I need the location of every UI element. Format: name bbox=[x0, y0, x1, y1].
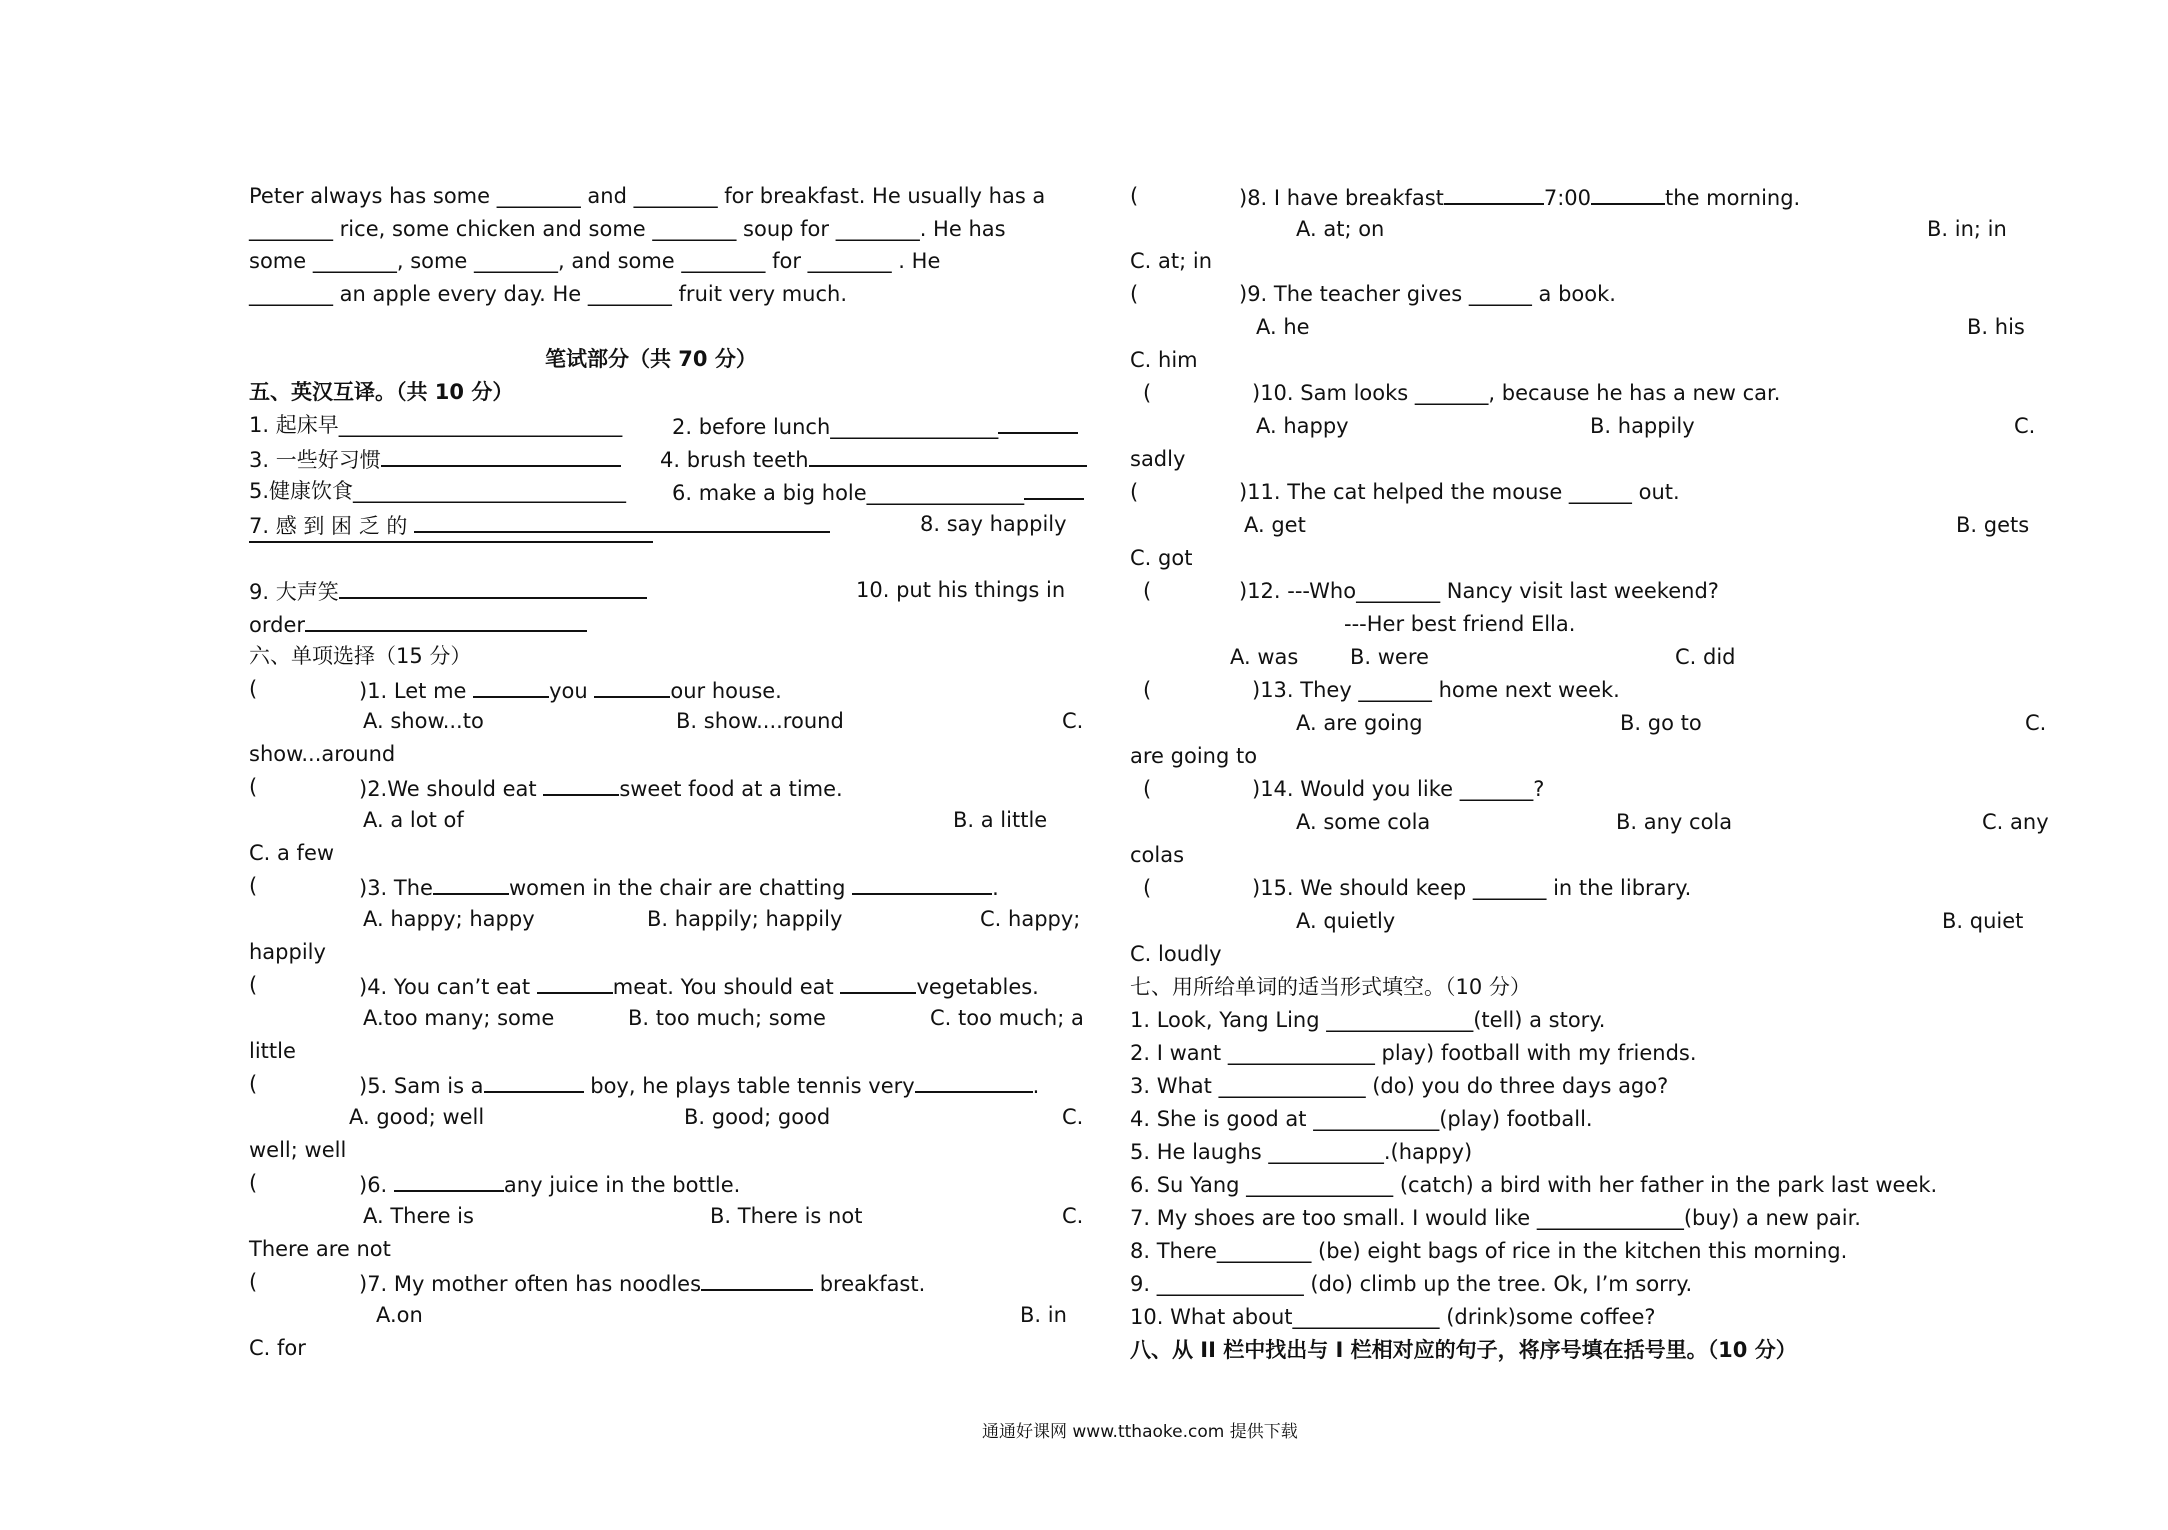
fill-item: 7. My shoes are too small. I would like ______________(buy) a new pair. bbox=[1130, 1206, 1861, 1230]
option-b: B. a little bbox=[953, 808, 1048, 832]
passage-line: Peter always has some ________ and ________ for breakfast. He usually has a bbox=[249, 184, 1046, 208]
option-a: A. good; well bbox=[349, 1105, 485, 1129]
option-a: A. show...to bbox=[363, 709, 484, 733]
written-section-title: 笔试部分（共 70 分） bbox=[545, 347, 757, 371]
option-c-cont: well; well bbox=[249, 1138, 347, 1162]
option-a: A.too many; some bbox=[363, 1006, 555, 1030]
question-stem: )13. They _______ home next week. bbox=[1252, 678, 1620, 702]
option-c-cont: C. loudly bbox=[1130, 942, 1222, 966]
translate-q4: 4. brush teeth bbox=[660, 443, 1087, 475]
choice-paren: ( bbox=[1143, 777, 1152, 801]
passage-line: ________ rice, some chicken and some ________ soup for ________. He has bbox=[249, 217, 1006, 241]
option-a: A. a lot of bbox=[363, 808, 464, 832]
choice-paren: ( bbox=[249, 1072, 258, 1096]
question-stem: )6. any juice in the bottle. bbox=[359, 1168, 740, 1200]
translate-q8: 8. say happily bbox=[920, 512, 1067, 536]
section-7-title: 七、用所给单词的适当形式填空。（10 分） bbox=[1130, 975, 1531, 999]
question-stem: )9. The teacher gives ______ a book. bbox=[1239, 282, 1616, 306]
choice-paren: ( bbox=[1143, 381, 1152, 405]
fill-item: 1. Look, Yang Ling ______________(tell) a story. bbox=[1130, 1008, 1606, 1032]
option-a: A. There is bbox=[363, 1204, 474, 1228]
question-stem: )10. Sam looks _______, because he has a new car. bbox=[1252, 381, 1781, 405]
option-c-cont: colas bbox=[1130, 843, 1185, 867]
question-stem: )15. We should keep _______ in the library. bbox=[1252, 876, 1692, 900]
option-c-cont: There are not bbox=[249, 1237, 391, 1261]
option-b: B. in; in bbox=[1927, 217, 2007, 241]
section-5-title: 五、英汉互译。（共 10 分） bbox=[249, 380, 514, 404]
question-stem: )4. You can’t eat meat. You should eat vegetables. bbox=[359, 970, 1039, 1002]
question-stem: )7. My mother often has noodles breakfast. bbox=[359, 1267, 925, 1299]
choice-paren: ( bbox=[249, 973, 258, 997]
question-stem: )2.We should eat sweet food at a time. bbox=[359, 772, 843, 804]
option-c-cont: C. a few bbox=[249, 841, 335, 865]
question-stem: )3. The women in the chair are chatting . bbox=[359, 871, 999, 903]
translate-q6: 6. make a big hole_______________ bbox=[672, 476, 1084, 508]
option-c: C. bbox=[1062, 709, 1084, 733]
option-c: C. happy; bbox=[980, 907, 1081, 931]
choice-paren: ( bbox=[1143, 579, 1152, 603]
translate-q1: 1. 起床早___________________________ bbox=[249, 413, 623, 437]
fill-item: 10. What about______________ (drink)some coffee? bbox=[1130, 1305, 1656, 1329]
option-c: C. bbox=[1062, 1204, 1084, 1228]
option-c-cont: happily bbox=[249, 940, 326, 964]
option-b: B. show....round bbox=[676, 709, 844, 733]
option-b: B. good; good bbox=[684, 1105, 831, 1129]
passage-line: some ________, some ________, and some ________ for ________ . He bbox=[249, 249, 941, 273]
option-c: C. any bbox=[1982, 810, 2049, 834]
option-b: B. happily bbox=[1590, 414, 1695, 438]
option-b: B. go to bbox=[1620, 711, 1702, 735]
option-b: B. happily; happily bbox=[647, 907, 843, 931]
option-b: B. were bbox=[1350, 645, 1429, 669]
option-c-cont: show...around bbox=[249, 742, 396, 766]
option-b: B. There is not bbox=[710, 1204, 863, 1228]
question-stem: )14. Would you like _______? bbox=[1252, 777, 1545, 801]
translate-q3: 3. 一些好习惯 bbox=[249, 443, 621, 475]
option-a: A.on bbox=[376, 1303, 423, 1327]
option-a: A. some cola bbox=[1296, 810, 1431, 834]
choice-paren: ( bbox=[1130, 480, 1139, 504]
translate-q7: 7. 感 到 困 乏 的 bbox=[249, 509, 830, 541]
page-footer: 通通好课网 www.tthaoke.com 提供下载 bbox=[982, 1422, 1298, 1442]
choice-paren: ( bbox=[249, 677, 258, 701]
option-c: C. did bbox=[1675, 645, 1736, 669]
option-c-cont: sadly bbox=[1130, 447, 1186, 471]
question-stem: )5. Sam is a boy, he plays table tennis very . bbox=[359, 1069, 1039, 1101]
option-c-cont: C. got bbox=[1130, 546, 1193, 570]
option-b: B. too much; some bbox=[628, 1006, 826, 1030]
option-c: C. bbox=[2025, 711, 2047, 735]
translate-q2: 2. before lunch________________ bbox=[672, 410, 1078, 442]
option-c: C. bbox=[2014, 414, 2036, 438]
fill-item: 5. He laughs ___________.(happy) bbox=[1130, 1140, 1473, 1164]
option-a: A. are going bbox=[1296, 711, 1423, 735]
question-stem: )1. Let me you our house. bbox=[359, 674, 782, 706]
option-b: B. in bbox=[1020, 1303, 1067, 1327]
choice-paren: ( bbox=[1130, 184, 1139, 208]
fill-item: 4. She is good at ____________(play) football. bbox=[1130, 1107, 1593, 1131]
option-b: B. any cola bbox=[1616, 810, 1733, 834]
question-stem: )12. ---Who________ Nancy visit last weekend? bbox=[1239, 579, 1719, 603]
option-c-cont: are going to bbox=[1130, 744, 1258, 768]
choice-paren: ( bbox=[1143, 678, 1152, 702]
option-b: B. his bbox=[1967, 315, 2025, 339]
question-stem: )11. The cat helped the mouse ______ out. bbox=[1239, 480, 1680, 504]
option-a: A. happy bbox=[1256, 414, 1349, 438]
option-c-cont: C. at; in bbox=[1130, 249, 1213, 273]
choice-paren: ( bbox=[249, 1270, 258, 1294]
translate-q5: 5.健康饮食__________________________ bbox=[249, 479, 627, 503]
question-answer-line: ---Her best friend Ella. bbox=[1344, 612, 1576, 636]
fill-item: 2. I want ______________ play) football with my friends. bbox=[1130, 1041, 1697, 1065]
option-a: A. quietly bbox=[1296, 909, 1396, 933]
option-c-cont: C. him bbox=[1130, 348, 1198, 372]
option-c-cont: little bbox=[249, 1039, 296, 1063]
option-b: B. gets bbox=[1956, 513, 2030, 537]
question-stem: )8. I have breakfast 7:00 the morning. bbox=[1239, 181, 1800, 213]
option-a: A. get bbox=[1244, 513, 1306, 537]
option-b: B. quiet bbox=[1942, 909, 2024, 933]
choice-paren: ( bbox=[249, 1171, 258, 1195]
option-a: A. at; on bbox=[1296, 217, 1385, 241]
translate-q9: 9. 大声笑 bbox=[249, 575, 647, 607]
fill-item: 9. ______________ (do) climb up the tree. Ok, I’m sorry. bbox=[1130, 1272, 1693, 1296]
option-c: C. too much; a bbox=[930, 1006, 1084, 1030]
choice-paren: ( bbox=[1130, 282, 1139, 306]
option-c-cont: C. for bbox=[249, 1336, 306, 1360]
answer-line bbox=[249, 541, 653, 543]
passage-line: ________ an apple every day. He ________ fruit very much. bbox=[249, 282, 847, 306]
section-8-title: 八、从 II 栏中找出与 I 栏相对应的句子，将序号填在括号里。（10 分） bbox=[1130, 1338, 1797, 1362]
fill-item: 6. Su Yang ______________ (catch) a bird with her father in the park last week. bbox=[1130, 1173, 1938, 1197]
option-a: A. was bbox=[1230, 645, 1299, 669]
choice-paren: ( bbox=[249, 874, 258, 898]
option-c: C. bbox=[1062, 1105, 1084, 1129]
option-a: A. happy; happy bbox=[363, 907, 535, 931]
translate-q10-cont: order bbox=[249, 608, 587, 640]
fill-item: 3. What ______________ (do) you do three days ago? bbox=[1130, 1074, 1669, 1098]
choice-paren: ( bbox=[1143, 876, 1152, 900]
section-6-title: 六、单项选择（15 分） bbox=[249, 644, 472, 668]
option-a: A. he bbox=[1256, 315, 1310, 339]
translate-q10: 10. put his things in bbox=[856, 578, 1066, 602]
choice-paren: ( bbox=[249, 775, 258, 799]
fill-item: 8. There_________ (be) eight bags of rice in the kitchen this morning. bbox=[1130, 1239, 1848, 1263]
